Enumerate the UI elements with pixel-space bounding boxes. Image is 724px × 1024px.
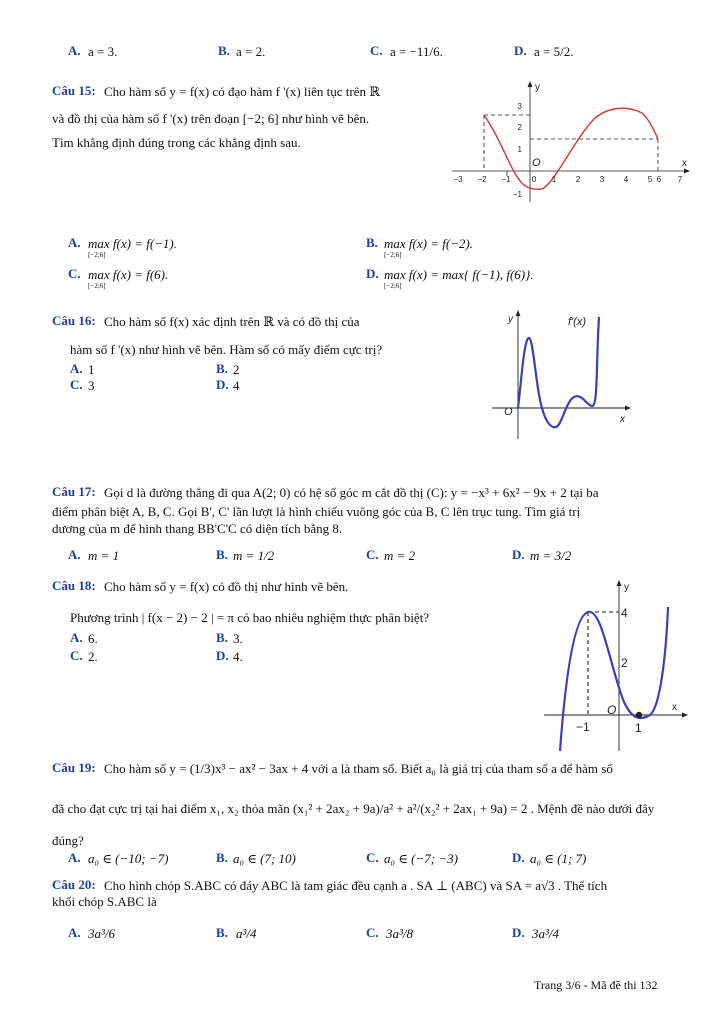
question-15-option-b: max f(x) = f(−2). — [384, 236, 474, 251]
q15-origin-label: O — [532, 157, 541, 169]
option-label-a: A. — [68, 925, 81, 940]
q18-y-tick-2: 2 — [621, 656, 628, 670]
question-19-option-a: a₀ ∈ (−10; −7) — [88, 851, 169, 866]
q15-x-tick: 4 — [623, 175, 629, 184]
question-16-option-b: 2 — [233, 362, 240, 377]
question-20-heading: Câu 20: — [52, 877, 96, 892]
q15-x-tick: −2 — [477, 175, 487, 184]
option-label-a: A. — [70, 630, 83, 645]
question-20-option-a: 3a³/6 — [88, 926, 116, 941]
q16-y-axis-label: y — [508, 314, 513, 325]
option-label-c: C. — [68, 266, 81, 281]
question-18-option-a: 6. — [88, 631, 98, 646]
question-16-option-c: 3 — [88, 378, 95, 393]
q16-x-axis-label: x — [620, 414, 625, 425]
q15-x-tick: 1 — [551, 175, 557, 184]
question-15-graph — [450, 78, 694, 208]
question-16-graph — [488, 305, 638, 440]
top-option-b: a = 2. — [236, 44, 266, 59]
question-17-line-3: dương của m để hình thang BB'C'C có diện tích bằng 8. — [52, 521, 343, 536]
option-label-c: C. — [70, 377, 83, 392]
q15-y-tick: 3 — [517, 102, 522, 111]
option-label-d: D. — [366, 266, 379, 281]
question-15-option-c-subscript: [−2;6] — [88, 282, 106, 290]
question-18-option-b: 3. — [233, 631, 243, 646]
question-17-heading: Câu 17: — [52, 484, 96, 499]
top-option-a: a = 3. — [88, 44, 118, 59]
q15-x-tick: 0 — [531, 175, 537, 184]
question-18-heading: Câu 18: — [52, 578, 96, 593]
question-19-line-2: đã cho đạt cực trị tại hai điểm x₁, x₂ thỏa mãn (x₁² + 2ax₂ + 9a)/a² + a²/(x₂² + 2ax₁ + 9a) = 2 . Mệnh đề nào dưới đây — [52, 801, 655, 816]
q16-curve-label: f'(x) — [568, 316, 586, 328]
question-18-line-1: Cho hàm số y = f(x) có đồ thị như hình vẽ bên. — [104, 579, 349, 594]
question-19-line-1: Cho hàm số y = (1/3)x³ − ax² − 3ax + 4 với a là tham số. Biết a₀ là giá trị của tham số a để hàm số — [104, 761, 613, 776]
option-label-b: B. — [216, 547, 228, 562]
option-label-d: D. — [216, 648, 229, 663]
question-15-option-a-subscript: [−2;6] — [88, 251, 106, 259]
question-20-option-b: a³/4 — [236, 926, 257, 941]
q15-y-tick: 1 — [517, 145, 522, 154]
q15-x-tick: 2 — [575, 175, 581, 184]
q15-x-tick: −3 — [453, 175, 463, 184]
option-label-c: C. — [366, 925, 379, 940]
q15-y-axis-label: y — [535, 82, 540, 93]
question-19-heading: Câu 19: — [52, 760, 96, 775]
question-17-line-1: Gọi d là đường thẳng đi qua A(2; 0) có hệ số góc m cắt đồ thị (C): y = −x³ + 6x² − 9x + 2 tại ba — [104, 485, 599, 500]
q18-x-tick-minus-1: −1 — [576, 720, 590, 734]
option-label-b: B. — [366, 235, 378, 250]
question-20-option-c: 3a³/8 — [386, 926, 414, 941]
question-18-option-d: 4. — [233, 649, 243, 664]
q15-y-tick: 2 — [517, 123, 522, 132]
option-label-d: D. — [512, 547, 525, 562]
option-label-b: B. — [216, 850, 228, 865]
page-footer: Trang 3/6 - Mã đề thi 132 — [534, 978, 658, 992]
option-label-a: A. — [68, 850, 81, 865]
option-label-b: B. — [216, 925, 228, 940]
question-16-option-a: 1 — [88, 362, 95, 377]
q15-x-axis-label: x — [682, 158, 687, 169]
q18-x-tick-1: 1 — [635, 721, 642, 735]
q18-origin-label: O — [607, 703, 617, 717]
top-option-d: a = 5/2. — [534, 44, 574, 59]
question-19-option-b: a₀ ∈ (7; 10) — [233, 851, 296, 866]
option-label-a: A. — [68, 235, 81, 250]
question-20-line-1: Cho hình chóp S.ABC có đáy ABC là tam giác đều cạnh a . SA ⊥ (ABC) và SA = a√3 . Thể tích — [104, 878, 608, 893]
question-15-line-2: và đồ thị của hàm số f '(x) trên đoạn [−2; 6] như hình vẽ bên. — [52, 111, 370, 126]
q15-x-tick: −1 — [501, 175, 511, 184]
option-label-b: B. — [216, 630, 228, 645]
option-label-c: C. — [70, 648, 83, 663]
q18-y-tick-4: 4 — [621, 606, 628, 620]
question-16-heading: Câu 16: — [52, 313, 96, 328]
question-16-line-1: Cho hàm số f(x) xác định trên ℝ và có đồ thị của — [104, 314, 360, 329]
question-20-option-d: 3a³/4 — [532, 926, 560, 941]
option-label-c: C. — [370, 43, 383, 58]
option-label-c: C. — [366, 547, 379, 562]
question-20-line-2: khối chóp S.ABC là — [52, 894, 157, 909]
option-label-c: C. — [366, 850, 379, 865]
q15-x-tick: 6 — [656, 175, 662, 184]
top-option-c: a = −11/6. — [390, 44, 443, 59]
question-17-option-d: m = 3/2 — [530, 548, 572, 563]
question-17-option-b: m = 1/2 — [233, 548, 275, 563]
option-label-d: D. — [512, 925, 525, 940]
question-15-option-b-subscript: [−2;6] — [384, 251, 402, 259]
question-15-option-a: max f(x) = f(−1). — [88, 236, 178, 251]
q15-x-tick: 3 — [599, 175, 605, 184]
option-label-d: D. — [216, 377, 229, 392]
question-18-line-2: Phương trình | f(x − 2) − 2 | = π có bao nhiêu nghiệm thực phân biệt? — [70, 610, 430, 625]
q18-y-axis-label: y — [624, 582, 629, 593]
question-19-line-3: đúng? — [52, 833, 84, 848]
q16-origin-label: O — [504, 406, 513, 418]
question-15-option-d-subscript: [−2;6] — [384, 282, 402, 290]
q15-x-tick: 5 — [647, 175, 653, 184]
option-label-d: D. — [512, 850, 525, 865]
option-label-b: B. — [216, 361, 228, 376]
question-17-option-a: m = 1 — [88, 548, 120, 563]
question-15-line-3: Tìm khẳng định đúng trong các khẳng định sau. — [52, 135, 301, 150]
question-15-option-d: max f(x) = max{ f(−1), f(6)}. — [384, 267, 534, 282]
q15-x-tick: 7 — [677, 175, 683, 184]
question-18-graph — [540, 577, 690, 752]
question-18-option-c: 2. — [88, 649, 98, 664]
option-label-a: A. — [68, 547, 81, 562]
question-19-option-c: a₀ ∈ (−7; −3) — [384, 851, 458, 866]
question-16-option-d: 4 — [233, 378, 240, 393]
q15-y-tick: −1 — [512, 190, 522, 199]
option-label-a: A. — [68, 43, 81, 58]
question-17-option-c: m = 2 — [384, 548, 416, 563]
question-19-option-d: a₀ ∈ (1; 7) — [530, 851, 587, 866]
question-16-line-2: hàm số f '(x) như hình vẽ bên. Hàm số có mấy điểm cực trị? — [70, 342, 383, 357]
option-label-d: D. — [514, 43, 527, 58]
option-label-a: A. — [70, 361, 83, 376]
q18-x-axis-label: x — [672, 702, 677, 713]
question-17-line-2: điểm phân biệt A, B, C. Gọi B', C' lần lượt là hình chiếu vuông góc của B, C lên trục tung. Tìm giá trị — [52, 504, 581, 519]
question-15-heading: Câu 15: — [52, 83, 96, 98]
option-label-b: B. — [218, 43, 230, 58]
question-15-line-1: Cho hàm số y = f(x) có đạo hàm f '(x) liên tục trên ℝ — [104, 84, 381, 99]
question-15-option-c: max f(x) = f(6). — [88, 267, 169, 282]
